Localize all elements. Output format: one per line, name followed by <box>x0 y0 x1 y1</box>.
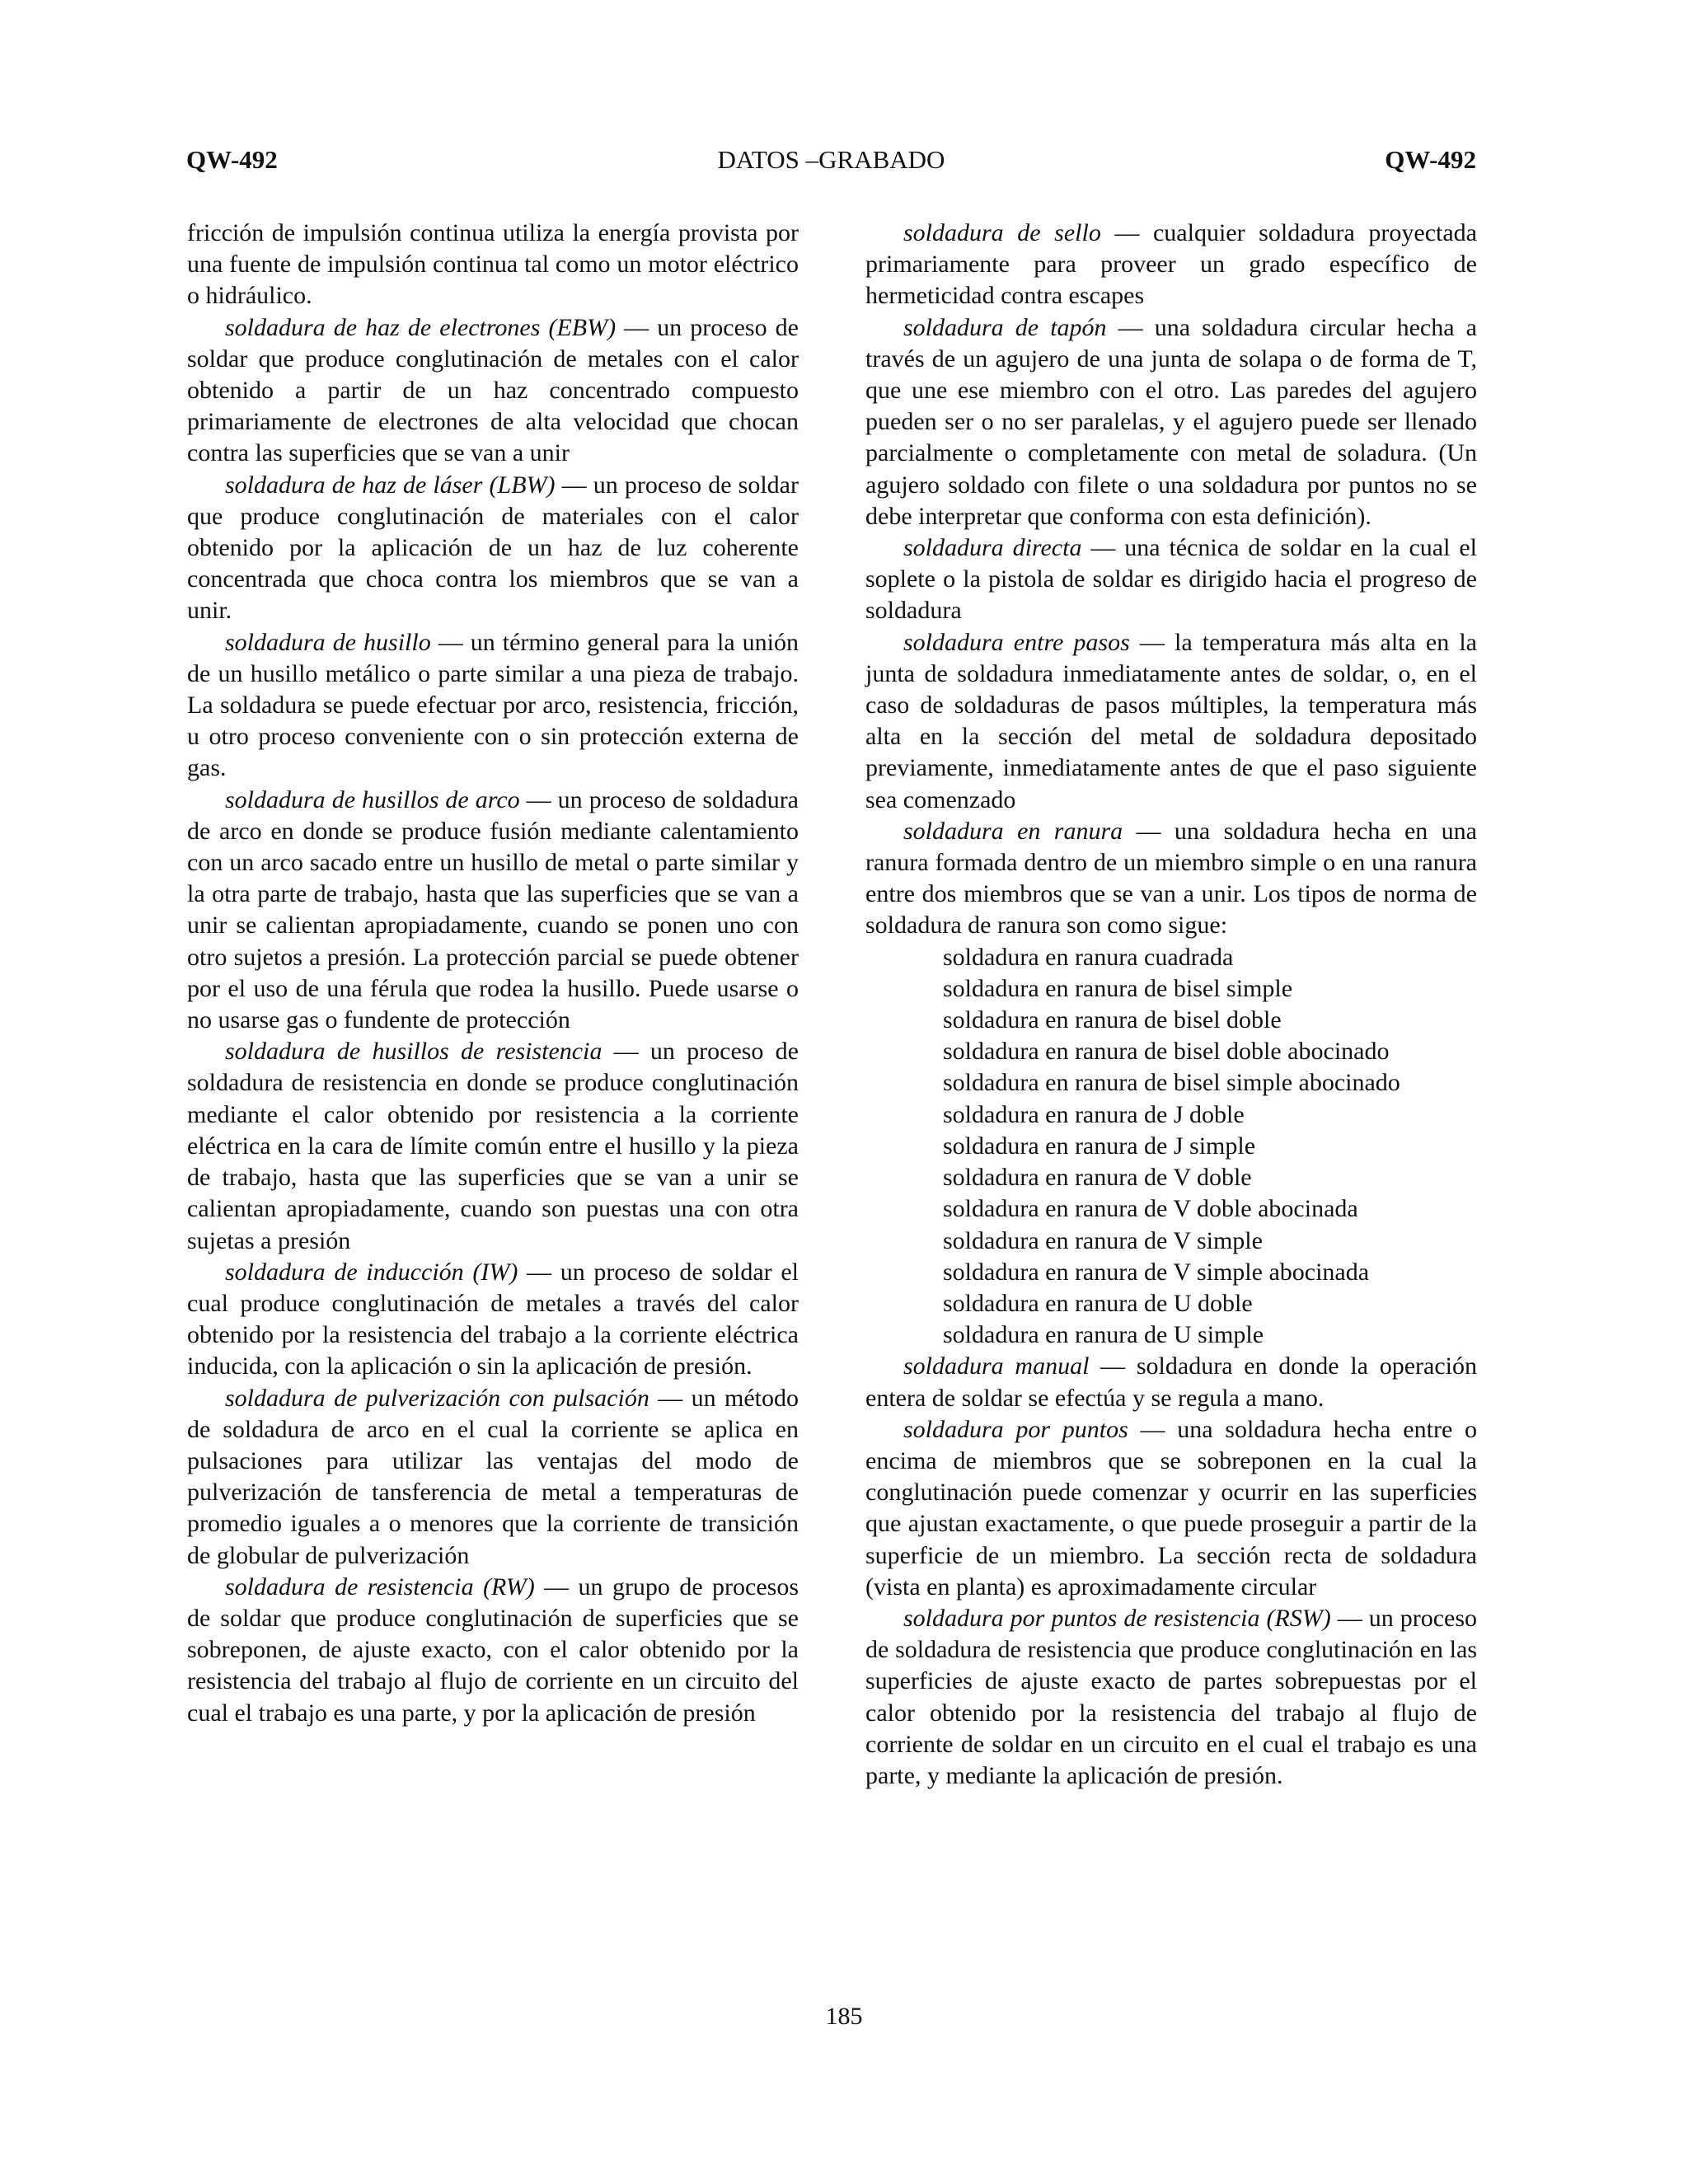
definition-term: soldadura en ranura <box>903 817 1123 845</box>
definition-term: soldadura de resistencia (RW) <box>225 1572 535 1601</box>
definition-term: soldadura entre pasos <box>903 628 1130 656</box>
definition-entry <box>865 1603 1477 1792</box>
definition-term: soldadura de haz de láser (LBW) <box>225 471 556 499</box>
definition-text: — la temperatura más alta en la junta de soldadura inmediatamente antes de soldar, o, en el caso de soldaduras de pasos múltiples, la temperatura más alta en la sección del metal de soldadura depositado previamente, inmediatamente antes de que el paso siguiente sea comenzado <box>865 628 1477 813</box>
definition-term: soldadura directa <box>903 534 1082 562</box>
definition-text: — un proceso de soldar el cual produce conglutinación de metales a través del calor obtenido por la resistencia del trabajo a la corriente eléctrica inducida, con la aplicación o sin la aplicación de presión. <box>187 1258 799 1380</box>
definition-text: — un proceso de soldar que produce conglutinación de materiales con el calor obtenido por la aplicación de un haz de luz coherente concentrada que choca contra los miembros que se van a unir. <box>187 471 799 625</box>
definition-entry <box>187 1572 799 1729</box>
definition-text: — una soldadura circular hecha a través de un agujero de una junta de solapa o de forma de T, que une ese miembro con el otro. Las paredes del agujero pueden ser o no ser paralelas, y el agujero puede ser llenado parcialmente o completamente con metal de soladura. (Un agujero soldado con filete o una soldadura por puntos no se debe interpretar que conforma con esta definición). <box>865 313 1477 530</box>
definition-entry <box>187 470 799 627</box>
list-item: soldadura en ranura de V simple abocinada <box>943 1258 1370 1286</box>
definition-term: soldadura de haz de electrones (EBW) <box>225 313 617 341</box>
definition-entry <box>865 218 1477 312</box>
definition-entry <box>865 532 1477 627</box>
list-item: soldadura en ranura de J doble <box>943 1100 1245 1128</box>
right-column <box>865 218 1477 1792</box>
definition-term: soldadura de sello <box>903 219 1101 246</box>
definition-entry <box>865 1414 1477 1603</box>
page-header <box>186 145 1476 181</box>
list-item: soldadura en ranura de V doble abocinada <box>943 1195 1358 1223</box>
list-item: soldadura en ranura de U simple <box>943 1321 1264 1349</box>
groove-weld-types-list <box>865 942 1477 1352</box>
definition-entry <box>187 1036 799 1256</box>
definition-entry <box>865 816 1477 942</box>
definition-term: soldadura de husillo <box>225 628 431 656</box>
definition-term: soldadura de husillos de arco <box>225 785 520 813</box>
list-item: soldadura en ranura cuadrada <box>943 943 1234 971</box>
list-item: soldadura en ranura de U doble <box>943 1289 1253 1317</box>
definition-term: soldadura por puntos <box>903 1415 1128 1443</box>
page-number: 185 <box>825 2003 863 2030</box>
definition-term: soldadura de pulverización con pulsación <box>225 1384 649 1412</box>
definition-text: — soldadura en donde la operación entera de soldar se efectúa y se regula a mano. <box>865 1352 1477 1412</box>
list-item: soldadura en ranura de bisel simple abocinado <box>943 1069 1400 1097</box>
definition-text: — una soldadura hecha en una ranura formada dentro de un miembro simple o en una ranura entre dos miembros que se van a unir. Los tipos de norma de soldadura de ranura son como sigue: <box>865 817 1477 940</box>
definition-entry <box>187 1383 799 1572</box>
definition-entry <box>187 312 799 470</box>
definition-term: soldadura de inducción (IW) <box>225 1258 518 1286</box>
definition-entry <box>187 627 799 785</box>
header-section-left: QW-492 <box>186 145 278 174</box>
definition-text: — un proceso de soldadura de arco en donde se produce fusión mediante calentamiento con un arco sacado entre un husillo de metal o parte similar y la otra parte de trabajo, hasta que las superficies que se van a unir se calientan apropiadamente, cuando se ponen uno con otro sujetos a presión. La protección parcial se puede obtener por el uso de una férula que rodea la husillo. Puede usarse o no usarse gas o fundente de protección <box>187 785 799 1034</box>
definition-text: — un proceso de soldar que produce conglutinación de metales con el calor obtenido a partir de un haz concentrado compuesto primariamente de electrones de alta velocidad que chocan contra las superficies que se van a unir <box>187 313 799 467</box>
definition-entry <box>187 785 799 1037</box>
definition-entry <box>865 627 1477 816</box>
list-item: soldadura en ranura de J simple <box>943 1132 1256 1160</box>
definition-text: — cualquier soldadura proyectada primariamente para proveer un grado específico de hermeticidad contra escapes <box>865 219 1477 310</box>
definition-text: — un término general para la unión de un husillo metálico o parte similar a una pieza de trabajo. La soldadura se puede efectuar por arco, resistencia, fricción, u otro proceso conveniente con o sin protección externa de gas. <box>187 628 799 782</box>
definition-text: — un proceso de soldadura de resistencia que produce conglutinación en las superficies de ajuste exacto de partes sobrepuestas por el calor obtenido por la resistencia del trabajo al flujo de corriente de soldar en un circuito en el cual el trabajo es una parte, y mediante la aplicación de presión. <box>865 1604 1478 1789</box>
definition-entry <box>865 1351 1477 1413</box>
definition-text: — un método de soldadura de arco en el cual la corriente se aplica en pulsaciones para utilizar las ventajas del modo de pulverización de tansferencia de metal a temperaturas de promedio iguales a o menores que la corriente de transición de globular de pulverización <box>187 1384 799 1569</box>
definition-entry <box>865 312 1477 532</box>
definition-text: — una soldadura hecha entre o encima de miembros que se sobreponen en la cual la conglutinación puede comenzar y ocurrir en las superficies que ajustan exactamente, o que puede proseguir a partir de la superficie de un miembro. La sección recta de soldadura (vista en planta) es aproximadamente circular <box>865 1415 1477 1601</box>
header-title: DATOS –GRABADO <box>717 145 945 174</box>
list-item: soldadura en ranura de bisel doble <box>943 1006 1282 1034</box>
continued-paragraph: fricción de impulsión continua utiliza la energía provista por una fuente de impulsión continua tal como un motor eléctrico o hidráulico. <box>187 219 799 310</box>
list-item: soldadura en ranura de bisel simple <box>943 974 1293 1002</box>
left-column <box>187 218 799 1729</box>
definition-entry <box>187 1257 799 1383</box>
list-item: soldadura en ranura de V simple <box>943 1226 1263 1254</box>
definition-text: — un proceso de soldadura de resistencia en donde se produce conglutinación mediante el calor obtenido por resistencia a la corriente eléctrica en la cara de límite común entre el husillo y la pieza de trabajo, hasta que las superficies que se van a unir se calientan apropiadamente, cuando son puestas una con otra sujetas a presión <box>187 1038 799 1254</box>
definition-term: soldadura manual <box>903 1352 1090 1380</box>
definition-term: soldadura de husillos de resistencia <box>225 1038 603 1066</box>
definition-term: soldadura de tapón <box>903 313 1107 341</box>
definition-text: — un grupo de procesos de soldar que produce conglutinación de superficies que se sobreponen, de ajuste exacto, con el calor obtenido por la resistencia del trabajo al flujo de corriente en un circuito del cual el trabajo es una parte, y por la aplicación de presión <box>187 1572 799 1727</box>
definition-term: soldadura por puntos de resistencia (RSW) <box>903 1604 1331 1632</box>
header-section-right: QW-492 <box>1385 145 1476 174</box>
definition-text: — una técnica de soldar en la cual el soplete o la pistola de soldar es dirigido hacia el progreso de soldadura <box>865 534 1477 625</box>
list-item: soldadura en ranura de V doble <box>943 1164 1252 1192</box>
list-item: soldadura en ranura de bisel doble abocinado <box>943 1038 1390 1066</box>
